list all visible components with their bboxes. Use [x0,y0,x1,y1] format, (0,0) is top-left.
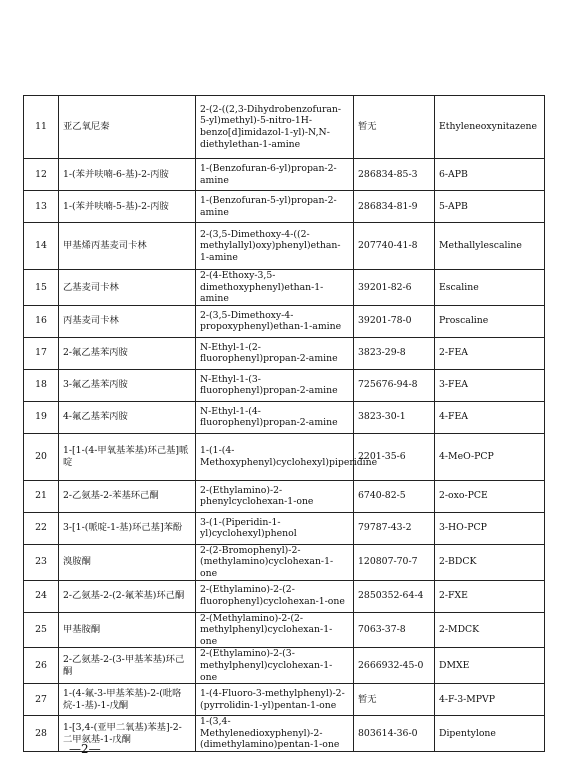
chinese-name: 亚乙氧尼秦 [59,96,196,159]
abbreviation: Methallylescaline [435,223,545,270]
table-row [24,433,545,480]
cas-number: 725676-94-8 [354,369,435,401]
english-name: N-Ethyl-1-(3-fluorophenyl)propan-2-amine [196,369,354,401]
table-row [24,580,545,612]
abbreviation: Proscaline [435,305,545,337]
chinese-name: 4-氟乙基苯丙胺 [59,401,196,433]
abbreviation: Escaline [435,270,545,306]
row-number: 13 [24,191,59,223]
table-row [24,648,545,684]
cas-number: 3823-29-8 [354,337,435,369]
chinese-name: 1-[1-(4-甲氧基苯基)环己基]哌啶 [59,433,196,480]
chinese-name: 1-(4-氟-3-甲基苯基)-2-(吡咯烷-1-基)-1-戊酮 [59,684,196,716]
row-number: 23 [24,544,59,580]
abbreviation: 3-HO-PCP [435,512,545,544]
chinese-name: 丙基麦司卡林 [59,305,196,337]
chinese-name: 3-氟乙基苯丙胺 [59,369,196,401]
cas-number: 207740-41-8 [354,223,435,270]
abbreviation: 2-BDCK [435,544,545,580]
abbreviation: 4-F-3-MPVP [435,684,545,716]
english-name: 3-(1-(Piperidin-1-yl)cyclohexyl)phenol [196,512,354,544]
row-number: 14 [24,223,59,270]
table-row [24,544,545,580]
abbreviation: 4-FEA [435,401,545,433]
abbreviation: 2-FEA [435,337,545,369]
cas-number: 2201-35-6 [354,433,435,480]
cas-number: 7063-37-8 [354,612,435,648]
row-number: 28 [24,716,59,752]
abbreviation: Dipentylone [435,716,545,752]
english-name: 2-(3,5-Dimethoxy-4-((2-methylallyl)oxy)phenyl)ethan-1-amine [196,223,354,270]
cas-number: 39201-82-6 [354,270,435,306]
english-name: 2-(Ethylamino)-2-(2-fluorophenyl)cyclohexan-1-one [196,580,354,612]
table-row [24,684,545,716]
table-row [24,191,545,223]
row-number: 18 [24,369,59,401]
chinese-name: 乙基麦司卡林 [59,270,196,306]
table-row [24,305,545,337]
abbreviation: DMXE [435,648,545,684]
row-number: 24 [24,580,59,612]
chinese-name: 2-乙氨基-2-(2-氟苯基)环己酮 [59,580,196,612]
table-row [24,480,545,512]
row-number: 22 [24,512,59,544]
table-row [24,337,545,369]
abbreviation: 4-MeO-PCP [435,433,545,480]
cas-number: 79787-43-2 [354,512,435,544]
english-name: 2-(Ethylamino)-2-(3-methylphenyl)cyclohexan-1-one [196,648,354,684]
table-row [24,223,545,270]
english-name: 2-(4-Ethoxy-3,5-dimethoxyphenyl)ethan-1-amine [196,270,354,306]
table-row [24,512,545,544]
chinese-name: 3-[1-(哌啶-1-基)环己基]苯酚 [59,512,196,544]
chinese-name: 2-乙氨基-2-(3-甲基苯基)环己酮 [59,648,196,684]
table-row [24,270,545,306]
row-number: 12 [24,159,59,191]
row-number: 20 [24,433,59,480]
chinese-name: 1-[3,4-(亚甲二氧基)苯基]-2-二甲氨基-1-戊酮 [59,716,196,752]
cas-number: 暂无 [354,684,435,716]
cas-number: 120807-70-7 [354,544,435,580]
row-number: 21 [24,480,59,512]
row-number: 11 [24,96,59,159]
table-row [24,96,545,159]
cas-number: 286834-81-9 [354,191,435,223]
substance-table [23,95,545,752]
row-number: 15 [24,270,59,306]
page-number: —2— [69,742,101,756]
chinese-name: 1-(苯并呋喃-6-基)-2-丙胺 [59,159,196,191]
table-row [24,612,545,648]
english-name: 1-(Benzofuran-6-yl)propan-2-amine [196,159,354,191]
chinese-name: 2-氟乙基苯丙胺 [59,337,196,369]
english-name: 2-(Methylamino)-2-(2-methylphenyl)cyclohexan-1-one [196,612,354,648]
abbreviation: 2-FXE [435,580,545,612]
chinese-name: 甲基胺酮 [59,612,196,648]
english-name: 1-(3,4-Methylenedioxyphenyl)-2-(dimethylamino)pentan-1-one [196,716,354,752]
chinese-name: 2-乙氨基-2-苯基环己酮 [59,480,196,512]
english-name: 2-(Ethylamino)-2-phenylcyclohexan-1-one [196,480,354,512]
table-row [24,401,545,433]
english-name: 1-(Benzofuran-5-yl)propan-2-amine [196,191,354,223]
abbreviation: 3-FEA [435,369,545,401]
cas-number: 2666932-45-0 [354,648,435,684]
english-name: 1-(4-Fluoro-3-methylphenyl)-2-(pyrrolidin-1-yl)pentan-1-one [196,684,354,716]
row-number: 27 [24,684,59,716]
english-name: 2-(2-Bromophenyl)-2-(methylamino)cyclohexan-1-one [196,544,354,580]
chinese-name: 1-(苯并呋喃-5-基)-2-丙胺 [59,191,196,223]
english-name: 2-(3,5-Dimethoxy-4-propoxyphenyl)ethan-1-amine [196,305,354,337]
cas-number: 286834-85-3 [354,159,435,191]
substance-table-body [24,96,545,752]
row-number: 17 [24,337,59,369]
abbreviation: 5-APB [435,191,545,223]
chinese-name: 甲基烯丙基麦司卡林 [59,223,196,270]
cas-number: 39201-78-0 [354,305,435,337]
cas-number: 6740-82-5 [354,480,435,512]
table-row [24,716,545,752]
cas-number: 暂无 [354,96,435,159]
english-name: 2-(2-((2,3-Dihydrobenzofuran-5-yl)methyl)-5-nitro-1H-benzo[d]imidazol-1-yl)-N,N-diethylethan-1-amine [196,96,354,159]
abbreviation: 6-APB [435,159,545,191]
abbreviation: 2-MDCK [435,612,545,648]
english-name: N-Ethyl-1-(4-fluorophenyl)propan-2-amine [196,401,354,433]
table-row [24,369,545,401]
abbreviation: Ethyleneoxynitazene [435,96,545,159]
chinese-name: 溴胺酮 [59,544,196,580]
abbreviation: 2-oxo-PCE [435,480,545,512]
cas-number: 2850352-64-4 [354,580,435,612]
row-number: 19 [24,401,59,433]
english-name: 1-(1-(4-Methoxyphenyl)cyclohexyl)piperidine [196,433,354,480]
cas-number: 3823-30-1 [354,401,435,433]
english-name: N-Ethyl-1-(2-fluorophenyl)propan-2-amine [196,337,354,369]
row-number: 26 [24,648,59,684]
cas-number: 803614-36-0 [354,716,435,752]
row-number: 16 [24,305,59,337]
table-row [24,159,545,191]
row-number: 25 [24,612,59,648]
